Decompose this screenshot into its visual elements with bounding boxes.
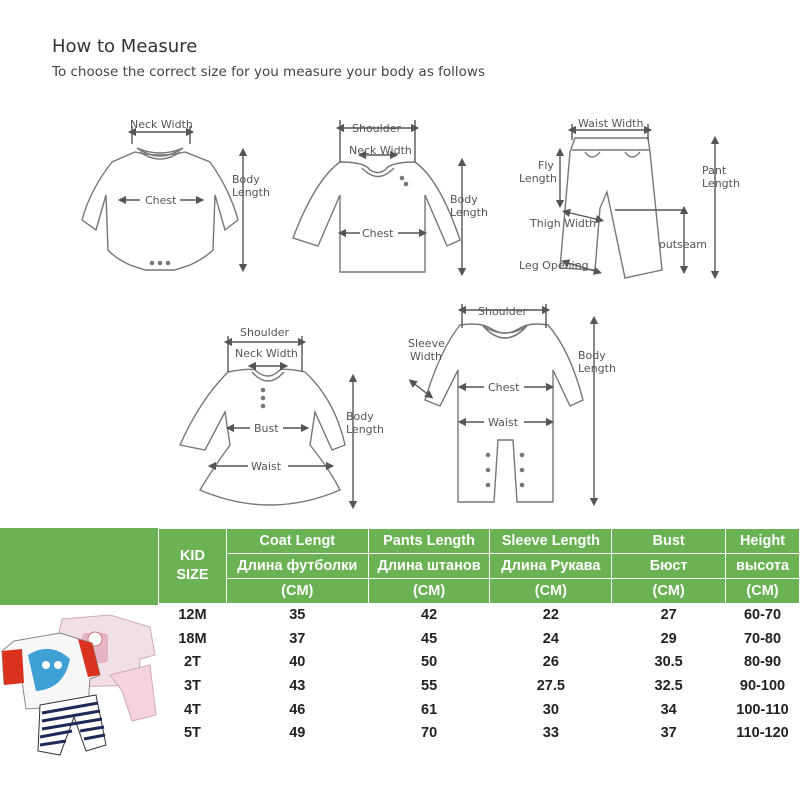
col-header-unit: (CM) — [490, 579, 612, 604]
kid-size-line2: SIZE — [176, 567, 209, 583]
cell-value: 70 — [368, 721, 490, 745]
label-neck-width-1: Neck Width — [130, 118, 193, 131]
label-chest-2: Chest — [362, 227, 394, 240]
label-chest-5: Chest — [488, 381, 520, 394]
cell-value: 70-80 — [726, 627, 800, 651]
label-body-1b: Length — [232, 186, 270, 199]
cell-value: 110-120 — [726, 721, 800, 745]
cell-value: 61 — [368, 698, 490, 722]
cell-value: 27 — [612, 604, 726, 628]
label-body-2a: Body — [450, 193, 478, 206]
label-neck-width-4: Neck Width — [235, 347, 298, 360]
romper-illustration — [425, 324, 583, 502]
page-title: How to Measure — [52, 36, 198, 57]
label-pant-a: Pant — [702, 164, 727, 177]
label-outseam: outseam — [659, 238, 707, 251]
label-waist-4: Waist — [251, 460, 282, 473]
dress-illustration — [180, 369, 345, 505]
cell-size: 2T — [159, 651, 227, 675]
product-photo — [0, 605, 158, 757]
pants-illustration — [560, 138, 662, 278]
label-fly-a: Fly — [538, 159, 554, 172]
table-row — [159, 651, 800, 675]
col-header-ru: Длина Рукава — [490, 554, 612, 579]
measurement-diagrams — [0, 100, 800, 520]
table-row — [159, 674, 800, 698]
label-body-4a: Body — [346, 410, 374, 423]
cell-value: 80-90 — [726, 651, 800, 675]
cell-value: 34 — [612, 698, 726, 722]
cell-value: 22 — [490, 604, 612, 628]
label-chest-1: Chest — [145, 194, 177, 207]
table-row — [159, 627, 800, 651]
col-header-en: Coat Lengt — [226, 529, 368, 554]
size-chart-table — [158, 528, 800, 746]
cell-value: 30 — [490, 698, 612, 722]
cell-value: 30.5 — [612, 651, 726, 675]
cell-value: 32.5 — [612, 674, 726, 698]
cell-value: 35 — [226, 604, 368, 628]
col-header-unit: (CM) — [726, 579, 800, 604]
label-thigh-width: Thigh Width — [530, 217, 597, 230]
cell-value: 40 — [226, 651, 368, 675]
table-row — [159, 721, 800, 745]
label-body-1a: Body — [232, 173, 260, 186]
label-body-5b: Length — [578, 362, 616, 375]
cell-size: 4T — [159, 698, 227, 722]
label-pant-b: Length — [702, 177, 740, 190]
kid-size-header — [159, 529, 227, 604]
cell-value: 49 — [226, 721, 368, 745]
tshirt-illustration — [293, 162, 460, 272]
col-header-unit: (CM) — [368, 579, 490, 604]
cell-value: 46 — [226, 698, 368, 722]
cell-value: 33 — [490, 721, 612, 745]
cell-value: 50 — [368, 651, 490, 675]
label-fly-b: Length — [519, 172, 557, 185]
cell-size: 3T — [159, 674, 227, 698]
cell-value: 27.5 — [490, 674, 612, 698]
cell-size: 18M — [159, 627, 227, 651]
cell-value: 42 — [368, 604, 490, 628]
cell-value: 90-100 — [726, 674, 800, 698]
cell-size: 12M — [159, 604, 227, 628]
cell-value: 45 — [368, 627, 490, 651]
col-header-unit: (CM) — [226, 579, 368, 604]
cell-value: 24 — [490, 627, 612, 651]
label-body-2b: Length — [450, 206, 488, 219]
label-body-5a: Body — [578, 349, 606, 362]
cell-value: 55 — [368, 674, 490, 698]
label-shoulder-5: Shoulder — [478, 305, 527, 318]
col-header-en: Bust — [612, 529, 726, 554]
cell-value: 43 — [226, 674, 368, 698]
table-header-left-band — [0, 528, 158, 605]
label-sleeve-a: Sleeve — [408, 337, 445, 350]
label-waist-width: Waist Width — [578, 117, 644, 130]
cell-value: 60-70 — [726, 604, 800, 628]
kid-size-line1: KID — [179, 548, 205, 564]
label-leg-opening: Leg Opening — [519, 259, 589, 272]
col-header-ru: Длина штанов — [368, 554, 490, 579]
cell-value: 37 — [612, 721, 726, 745]
label-shoulder-2: Shoulder — [352, 122, 401, 135]
col-header-ru: Бюст — [612, 554, 726, 579]
label-sleeve-b: Width — [410, 350, 442, 363]
cell-size: 5T — [159, 721, 227, 745]
label-neck-width-2: Neck Width — [349, 144, 412, 157]
label-body-4b: Length — [346, 423, 384, 436]
bodysuit-illustration — [82, 148, 238, 270]
page-subtitle: To choose the correct size for you measure your body as follows — [52, 64, 485, 80]
label-shoulder-4: Shoulder — [240, 326, 289, 339]
col-header-ru: высота — [726, 554, 800, 579]
col-header-en: Sleeve Length — [490, 529, 612, 554]
cell-value: 29 — [612, 627, 726, 651]
col-header-en: Height — [726, 529, 800, 554]
table-row — [159, 698, 800, 722]
cell-value: 100-110 — [726, 698, 800, 722]
col-header-en: Pants Length — [368, 529, 490, 554]
table-row — [159, 604, 800, 628]
col-header-ru: Длина футболки — [226, 554, 368, 579]
label-waist-5: Waist — [488, 416, 519, 429]
col-header-unit: (CM) — [612, 579, 726, 604]
label-bust: Bust — [254, 422, 279, 435]
cell-value: 26 — [490, 651, 612, 675]
cell-value: 37 — [226, 627, 368, 651]
